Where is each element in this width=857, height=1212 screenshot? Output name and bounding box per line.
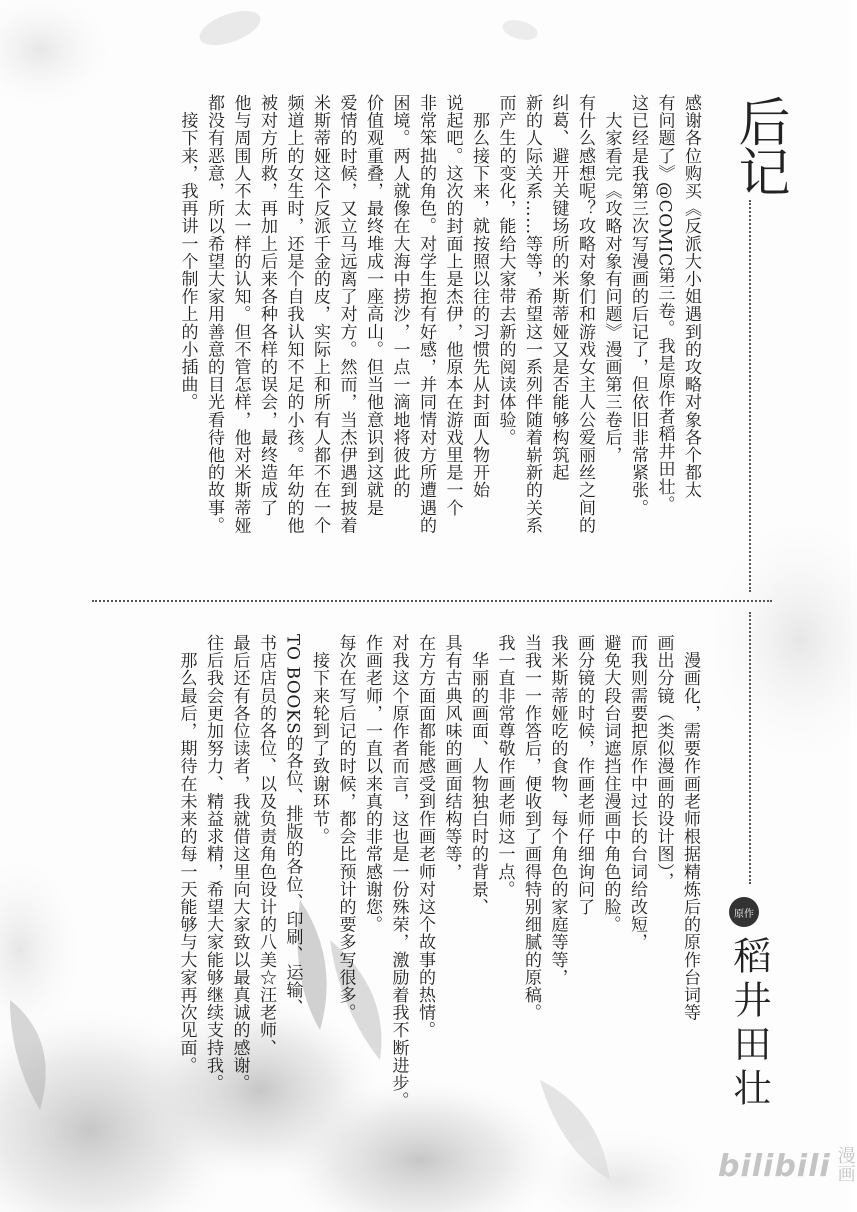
upper-text-column-9: 那么接下来，就按照以往的习惯先从封面人物开始 <box>469 94 489 499</box>
upper-text-column-17: 被对方所救，再加上后来各种各样的误会，最终造成了 <box>257 94 277 517</box>
lower-text-block <box>103 634 703 1114</box>
upper-text-block <box>112 94 704 584</box>
upper-text-column-20: 接下来，我再讲一个制作上的小插曲。 <box>177 94 198 411</box>
title-dotted-rule <box>749 200 751 592</box>
upper-text-column-2: 有问题了》@COMIC第三卷。我是原作者稻井田壮。 <box>654 94 675 514</box>
author-dotted-rule <box>749 612 751 884</box>
author-name: 稻井田壮 <box>727 936 771 1112</box>
flower-bottom-right <box>530 1130 710 1212</box>
lower-text-column-4: 避免大段台词遮挡住漫画中角色的脸。 <box>600 634 621 934</box>
lower-text-column-18: 最后还有各位读者，我就借这里向大家致以最真诚的感谢。 <box>229 634 250 1092</box>
lower-text-column-11: 在方方面面都能感受到作画老师对这个故事的热情。 <box>415 634 435 1039</box>
flower-right <box>710 520 857 760</box>
upper-text-column-3: 这已经是我第三次写漫画的后记了，但依旧非常紧张。 <box>628 94 648 517</box>
lower-text-column-9: 华丽的画面、人物独白时的背景、 <box>468 634 488 916</box>
lower-text-column-12: 对我这个原作者而言，这也是一份殊荣，激励着我不断进步。 <box>388 634 409 1110</box>
manga-logo-text: 漫画 <box>837 1146 856 1185</box>
upper-text-column-7: 新的人际关系……等等，希望这一系列伴随着崭新的关系 <box>522 94 542 534</box>
lower-text-column-10: 具有古典风味的画面结构等等， <box>441 634 462 881</box>
lower-text-column-5: 画分镜的时候，作画老师仔细询问了 <box>574 634 594 916</box>
upper-text-column-11: 非常笨拙的角色。对学生抱有好感，并同情对方所遭遇的 <box>416 94 436 534</box>
upper-text-column-10: 说起吧。这次的封面上是杰伊，他原本在游戏里是一个 <box>442 94 463 517</box>
lower-text-column-2: 画出分镜（类似漫画的设计图）， <box>653 634 674 890</box>
author-role-badge: 原作 <box>729 897 759 927</box>
upper-text-column-13: 价值观重叠，最终堆成一座高山。但当他意识到这就是 <box>363 94 383 517</box>
flower-top-left <box>0 0 110 105</box>
upper-text-column-18: 他与周围人不太一样的认知。但不管怎样，他对米斯蒂娅 <box>230 94 251 534</box>
upper-text-column-4: 大家看完《攻略对象有问题》漫画第三卷后， <box>601 94 622 464</box>
upper-text-column-5: 有什么感想呢？攻略对象们和游戏女主人公爱丽丝之间的 <box>575 94 595 534</box>
lower-text-column-13: 作画老师，一直以来真的非常感谢您。 <box>362 634 382 934</box>
upper-text-column-19: 都没有恶意，所以希望大家用善意的目光看待他的故事。 <box>204 94 224 534</box>
lower-text-column-16: TO BOOKS的各位、排版的各位、印刷、运输、 <box>282 634 303 1017</box>
lower-text-column-19: 往后我会更加努力、精益求精，希望大家能够继续支持我。 <box>203 634 223 1092</box>
lower-text-column-20: 那么最后，期待在未来的每一天能够与大家再次见面。 <box>176 634 197 1074</box>
upper-text-column-14: 爱情的时候，又立马远离了对方。然而，当杰伊遇到披着 <box>336 94 357 534</box>
upper-text-column-12: 困境。两人就像在大海中捞沙，一点一滴地将彼此的 <box>389 94 410 499</box>
upper-text-column-8: 而产生的变化，能给大家带去新的阅读体验。 <box>495 94 516 446</box>
petal-top <box>195 4 265 52</box>
lower-text-column-1: 漫画化，需要作画老师根据精炼后的原作台词等 <box>680 634 700 1022</box>
upper-text-column-15: 米斯蒂娅这个反派千金的皮，实际上和所有人都不在一个 <box>310 94 330 534</box>
lower-text-column-6: 我米斯蒂娅吃的食物、每个角色的家庭等等， <box>547 634 568 986</box>
upper-text-column-6: 纠葛、避开关键场所的米斯蒂娅又是否能够构筑起 <box>548 94 569 482</box>
lower-text-column-15: 接下来轮到了致谢环节。 <box>309 634 329 846</box>
petal-top-small <box>500 17 539 44</box>
bilibili-logo-text: bilibili <box>718 1148 831 1184</box>
lower-text-column-3: 而我则需要把原作中过长的台词给改短， <box>627 634 647 951</box>
upper-text-column-16: 频道上的女生时，还是个自我认知不足的小孩。年幼的他 <box>283 94 304 534</box>
lower-text-column-17: 书店店员的各位、以及负责角色设计的八美☆汪老师、 <box>256 634 276 1057</box>
lower-text-column-7: 当我一一作答后，便收到了画得特别细腻的原稿。 <box>521 634 541 1022</box>
upper-text-column-1: 感谢各位购买《反派大小姐遇到的攻略对象各个都太 <box>681 94 701 499</box>
lower-text-column-14: 每次在写后记的时候，都会比预计的要多写很多。 <box>335 634 356 1022</box>
section-divider <box>92 600 772 602</box>
lower-text-column-8: 我一直非常尊敬作画老师这一点。 <box>494 634 515 898</box>
page-title: 后记 <box>729 95 789 195</box>
bilibili-manga-watermark <box>718 1148 857 1184</box>
